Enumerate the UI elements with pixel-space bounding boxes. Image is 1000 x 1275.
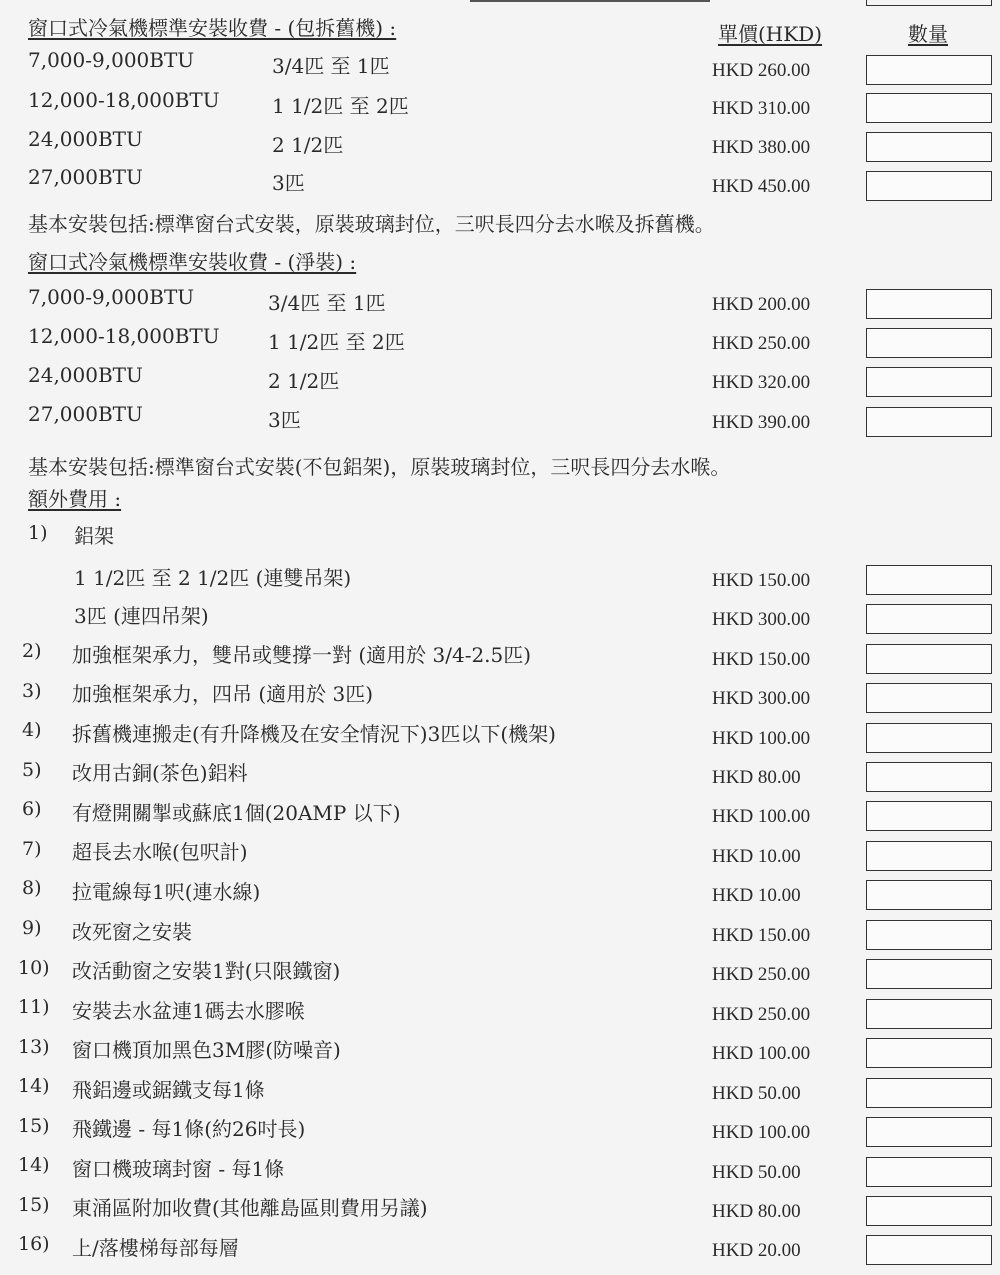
extra-item-qty-box[interactable] — [866, 880, 992, 910]
s2-row3-btu: 24,000BTU — [28, 363, 143, 387]
section2-title: 窗口式冷氣機標準安裝收費 - (淨裝) : — [28, 250, 357, 274]
extra-item-text: 東涌區附加收費(其他離島區則費用另議) — [72, 1196, 428, 1220]
extra-item-text: 有燈開關掣或蘇底1個(20AMP 以下) — [72, 801, 401, 825]
extra-item-qty-box[interactable] — [866, 801, 992, 831]
extra-item-price: HKD 250.00 — [712, 964, 811, 985]
extra-item-num: 13) — [18, 1036, 50, 1058]
top-divider — [470, 0, 710, 2]
extra-item-num: 6) — [22, 798, 42, 820]
s1-row1-hp: 3/4匹 至 1匹 — [272, 54, 390, 78]
extra-item-price: HKD 100.00 — [712, 806, 811, 827]
extra-item-price: HKD 10.00 — [712, 885, 801, 906]
s1-row4-qty-box[interactable] — [866, 171, 992, 201]
extra-item-qty-box[interactable] — [866, 683, 992, 713]
extra-item1-sub2-qty-box[interactable] — [866, 604, 992, 634]
section2-note: 基本安裝包括:標準窗台式安裝(不包鋁架)，原裝玻璃封位，三呎長四分去水喉。 — [28, 455, 731, 479]
extra-item-text: 安裝去水盆連1碼去水膠喉 — [72, 999, 305, 1023]
s1-row2-qty-box[interactable] — [866, 93, 992, 123]
extra-item-num: 15) — [18, 1194, 50, 1216]
extra-item-price: HKD 80.00 — [712, 767, 801, 788]
s2-row4-btu: 27,000BTU — [28, 402, 143, 426]
extra-item-price: HKD 50.00 — [712, 1162, 801, 1183]
extra-item-qty-box[interactable] — [866, 999, 992, 1029]
extra-item-qty-box[interactable] — [866, 920, 992, 950]
extra-item-qty-box[interactable] — [866, 1157, 992, 1187]
s2-row4-qty-box[interactable] — [866, 407, 992, 437]
extra-item-text: 加強框架承力，四吊 (適用於 3匹) — [72, 682, 374, 706]
top-quantity-box — [866, 0, 992, 6]
extra-item-num: 10) — [18, 957, 50, 979]
s1-row2-price: HKD 310.00 — [712, 98, 811, 119]
extra-item-text: 改用古銅(茶色)鋁料 — [72, 761, 248, 785]
extra-item-num: 3) — [22, 680, 42, 702]
extra-item-qty-box[interactable] — [866, 841, 992, 871]
s1-row2-btu: 12,000-18,000BTU — [28, 88, 220, 112]
extra-item1-sub2-price: HKD 300.00 — [712, 609, 811, 630]
s1-row4-hp: 3匹 — [272, 171, 305, 195]
extra-item-qty-box[interactable] — [866, 762, 992, 792]
extra-item-text: 窗口機頂加黑色3M膠(防噪音) — [72, 1038, 341, 1062]
extra-fees-title: 額外費用 : — [28, 487, 122, 511]
extra-item-qty-box[interactable] — [866, 1038, 992, 1068]
extra-item-price: HKD 100.00 — [712, 1043, 811, 1064]
s1-row1-price: HKD 260.00 — [712, 60, 811, 81]
extra-item-num: 9) — [22, 917, 42, 939]
extra-item-price: HKD 10.00 — [712, 846, 801, 867]
extra-item-text: 拉電線每1呎(連水線) — [72, 880, 261, 904]
extra-item-num: 8) — [22, 877, 42, 899]
extra-item-num: 2) — [22, 640, 42, 662]
extra-item-num: 14) — [18, 1075, 50, 1097]
s1-row3-hp: 2 1/2匹 — [272, 133, 344, 157]
extra-item-text: 改活動窗之安裝1對(只限鐵窗) — [72, 959, 341, 983]
extra-item-price: HKD 100.00 — [712, 1122, 811, 1143]
extra-item-price: HKD 150.00 — [712, 649, 811, 670]
extra-item1-label: 鋁架 — [74, 524, 114, 548]
extra-item-text: 飛鋁邊或鋸鐵支每1條 — [72, 1078, 265, 1102]
s1-row1-btu: 7,000-9,000BTU — [28, 48, 195, 72]
s1-row3-price: HKD 380.00 — [712, 137, 811, 158]
extra-item-qty-box[interactable] — [866, 1117, 992, 1147]
extra-item-text: 加強框架承力，雙吊或雙撐一對 (適用於 3/4-2.5匹) — [72, 643, 532, 667]
s2-row2-btu: 12,000-18,000BTU — [28, 324, 220, 348]
s2-row3-price: HKD 320.00 — [712, 372, 811, 393]
s1-row4-btu: 27,000BTU — [28, 165, 143, 189]
s1-row3-qty-box[interactable] — [866, 132, 992, 162]
extra-item-price: HKD 80.00 — [712, 1201, 801, 1222]
extra-item-qty-box[interactable] — [866, 959, 992, 989]
extra-item-price: HKD 50.00 — [712, 1083, 801, 1104]
extra-item-qty-box[interactable] — [866, 1196, 992, 1226]
extra-item-qty-box[interactable] — [866, 1078, 992, 1108]
extra-item-num: 14) — [18, 1154, 50, 1176]
s2-row2-hp: 1 1/2匹 至 2匹 — [268, 330, 405, 354]
extra-item-price: HKD 250.00 — [712, 1004, 811, 1025]
extra-item-num: 16) — [18, 1233, 50, 1255]
s2-row3-hp: 2 1/2匹 — [268, 369, 340, 393]
extra-item1-sub1-qty-box[interactable] — [866, 565, 992, 595]
extra-item-text: 拆舊機連搬走(有升降機及在安全情況下)3匹以下(機架) — [72, 722, 556, 746]
extra-item-price: HKD 100.00 — [712, 728, 811, 749]
extra-item-text: 窗口機玻璃封窗 - 每1條 — [72, 1157, 285, 1181]
extra-item-price: HKD 300.00 — [712, 688, 811, 709]
extra-item-price: HKD 150.00 — [712, 925, 811, 946]
s2-row3-qty-box[interactable] — [866, 367, 992, 397]
extra-item-text: 飛鐵邊 - 每1條(約26吋長) — [72, 1117, 306, 1141]
s1-row3-btu: 24,000BTU — [28, 127, 143, 151]
extra-item-num: 15) — [18, 1115, 50, 1137]
section1-title: 窗口式冷氣機標準安裝收費 - (包拆舊機) : — [28, 16, 397, 40]
quantity-header: 數量 — [908, 22, 948, 46]
s1-row4-price: HKD 450.00 — [712, 176, 811, 197]
extra-item1-sub1-text: 1 1/2匹 至 2 1/2匹 (連雙吊架) — [74, 566, 352, 590]
extra-item-text: 超長去水喉(包呎計) — [72, 840, 248, 864]
unit-price-header: 單價(HKD) — [718, 22, 823, 46]
section1-note: 基本安裝包括:標準窗台式安裝，原裝玻璃封位，三呎長四分去水喉及拆舊機。 — [28, 212, 715, 236]
s2-row4-price: HKD 390.00 — [712, 412, 811, 433]
s1-row1-qty-box[interactable] — [866, 55, 992, 85]
extra-item-num: 5) — [22, 759, 42, 781]
s2-row2-price: HKD 250.00 — [712, 333, 811, 354]
s2-row1-btu: 7,000-9,000BTU — [28, 285, 195, 309]
s2-row2-qty-box[interactable] — [866, 328, 992, 358]
extra-item-qty-box[interactable] — [866, 723, 992, 753]
s2-row4-hp: 3匹 — [268, 408, 301, 432]
extra-item1-sub1-price: HKD 150.00 — [712, 570, 811, 591]
extra-item-price: HKD 20.00 — [712, 1240, 801, 1261]
extra-item-text: 上/落樓梯每部每層 — [72, 1236, 239, 1260]
s2-row1-qty-box[interactable] — [866, 289, 992, 319]
extra-item1-sub2-text: 3匹 (連四吊架) — [74, 604, 209, 628]
extra-item-num: 7) — [22, 838, 42, 860]
s2-row1-hp: 3/4匹 至 1匹 — [268, 291, 386, 315]
extra-item-text: 改死窗之安裝 — [72, 920, 192, 944]
extra-item1-num: 1) — [28, 522, 48, 544]
s1-row2-hp: 1 1/2匹 至 2匹 — [272, 94, 409, 118]
extra-item-qty-box[interactable] — [866, 644, 992, 674]
extra-item-num: 4) — [22, 719, 42, 741]
extra-item-qty-box[interactable] — [866, 1235, 992, 1265]
extra-item-num: 11) — [18, 996, 50, 1018]
s2-row1-price: HKD 200.00 — [712, 294, 811, 315]
